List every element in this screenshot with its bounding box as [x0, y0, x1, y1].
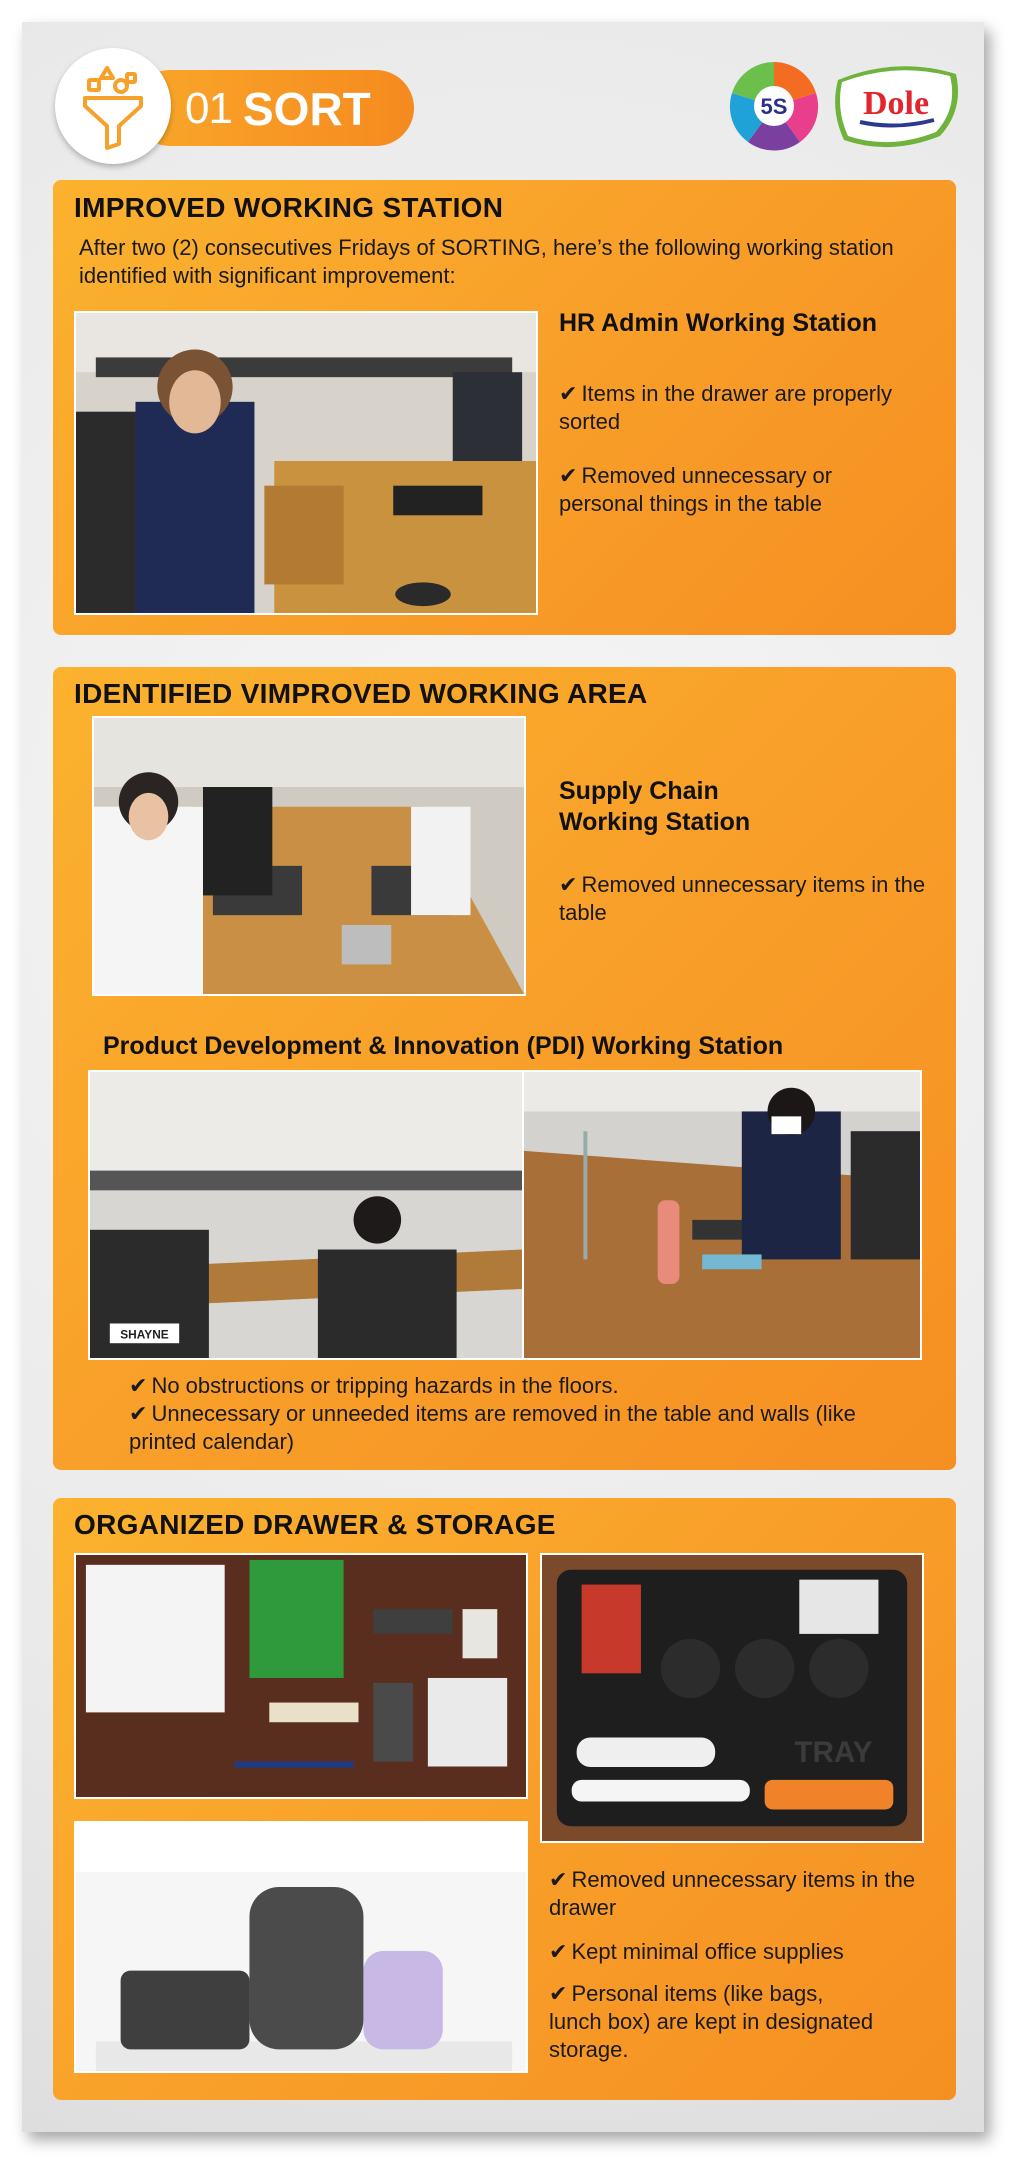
pdi-station-title: Product Development & Innovation (PDI) Working Station — [103, 1032, 784, 1060]
pdi-bullet: ✔ No obstructions or tripping hazards in the floors. — [129, 1373, 619, 1398]
check-icon: ✔ — [549, 1939, 568, 1964]
hr-admin-station-photo — [74, 311, 538, 615]
pdi-office-floor-photo — [88, 1070, 524, 1360]
check-icon: ✔ — [559, 872, 578, 897]
organized-drawer-photo — [74, 1553, 528, 1799]
supply-chain-bullet: ✔ Removed unnecessary items in the table — [559, 872, 926, 925]
supply-chain-station-title: Supply Chain Working Station — [559, 777, 751, 836]
check-icon: ✔ — [129, 1401, 148, 1426]
supply-chain-station-photo — [92, 716, 526, 996]
section-title-improved-working-station: IMPROVED WORKING STATION — [74, 192, 504, 223]
pdi-bullet: ✔ Unnecessary or unneeded items are removed in the table and walls (like printed calendar) — [129, 1401, 856, 1454]
hr-admin-station-title: HR Admin Working Station — [559, 309, 878, 337]
badge-title: SORT — [243, 83, 371, 135]
check-icon: ✔ — [129, 1373, 148, 1398]
badge-number: 01 — [185, 84, 232, 133]
hr-admin-bullet: ✔ Removed unnecessary or personal things in the table — [559, 463, 833, 516]
hr-admin-bullet: ✔ Items in the drawer are properly sorted — [559, 381, 893, 434]
section-title-drawer-storage: ORGANIZED DRAWER & STORAGE — [74, 1509, 556, 1540]
pdi-desk-photo — [522, 1070, 922, 1360]
dole-logo — [830, 60, 962, 152]
storage-bullet: ✔ Removed unnecessary items in the drawer — [549, 1867, 916, 1920]
storage-bullet: ✔ Personal items (like bags, lunch box) are kept in designated storage. — [549, 1981, 874, 2062]
check-icon: ✔ — [559, 381, 578, 406]
5s-logo-text: 5S — [760, 94, 788, 119]
storage-bullet: ✔ Kept minimal office supplies — [549, 1939, 844, 1964]
check-icon: ✔ — [559, 463, 578, 488]
shayne-label: SHAYNE — [120, 1327, 169, 1342]
intro-text: After two (2) consecutives Fridays of SORTING, here’s the following working station identified with significant improvement: — [79, 235, 894, 288]
check-icon: ✔ — [549, 1981, 568, 2006]
funnel-icon — [55, 48, 171, 164]
tray-label: TRAY — [794, 1736, 873, 1770]
5s-logo — [728, 60, 820, 152]
check-icon: ✔ — [549, 1867, 568, 1892]
dole-logo-text: Dole — [862, 85, 930, 122]
section-title-working-area: IDENTIFIED VIMPROVED WORKING AREA — [74, 678, 648, 709]
bag-storage-photo — [74, 1821, 528, 2073]
desk-tray-photo — [540, 1553, 924, 1843]
